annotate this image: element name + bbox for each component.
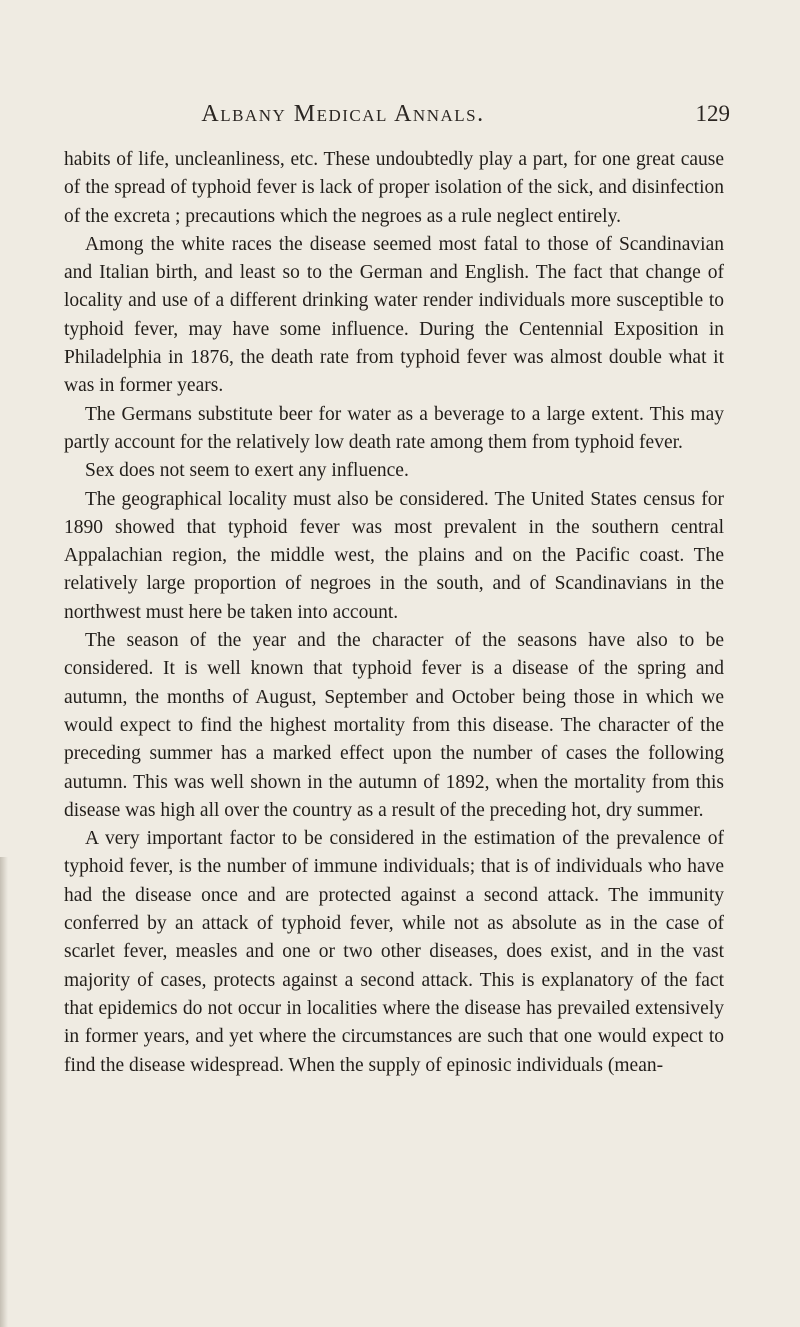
paragraph: A very important factor to be considered in the estimation of the prevalence of typhoid fever, is the number of immune individuals; that is of individuals who have had the disease once and are protected against a second attack. The immunity conferred by an attack of typhoid fever, while not as absolute as in the case of scarlet fever, measles and one or two other diseases, does exist, and in the vast majority of cases, protects against a second attack. This is explanatory of the fact that epidemics do not occur in localities where the disease has prevailed extensively in former years, and yet where the circumstances are such that one would expect to find the disease widespread. When the supply of epinosic individuals (mean- [64, 828, 724, 1076]
paragraph: Among the white races the disease seemed most fatal to those of Scandinavian and Italian birth, and least so to the German and English. The fact that change of locality and use of a different drinking water render individuals more susceptible to typhoid fever, may have some influence. During the Centennial Exposition in Philadelphia in 1876, the death rate from typhoid fever was almost double what it was in former years. [64, 233, 724, 397]
page-number: 129 [695, 101, 730, 126]
paragraph: The geographical locality must also be considered. The United States census for 1890 showed that typhoid fever was most prevalent in the southern central Appalachian region, the middle west, the plains and on the Pacific coast. The relatively large proportion of negroes in the south, and of Scandinavians in the northwest must here be taken into account. [64, 488, 724, 623]
paragraph: The season of the year and the character of the seasons have also to be considered. It is well known that typhoid fever is a disease of the spring and autumn, the months of August, September and October being those in which we would expect to find the highest mortality from this disease. The character of the preceding summer has a marked effect upon the number of cases the following autumn. This was well shown in the autumn of 1892, when the mortality from this disease was high all over the country as a result of the preceding hot, dry summer. [64, 630, 724, 821]
paragraph: The Germans substitute beer for water as a beverage to a large extent. This may partly account for the relatively low death rate among them from typhoid fever. [64, 403, 724, 453]
paragraph: Sex does not seem to exert any influence. [85, 460, 409, 482]
running-header: Albany Medical Annals. [201, 101, 485, 127]
body-text [64, 146, 724, 1080]
paragraph: habits of life, uncleanliness, etc. These undoubtedly play a part, for one great cause of the spread of typhoid fever is lack of proper isolation of the sick, and disinfection of the excreta ; precautions which the negroes as a rule neglect entirely. [64, 149, 724, 227]
page-edge-shadow [0, 857, 8, 1327]
